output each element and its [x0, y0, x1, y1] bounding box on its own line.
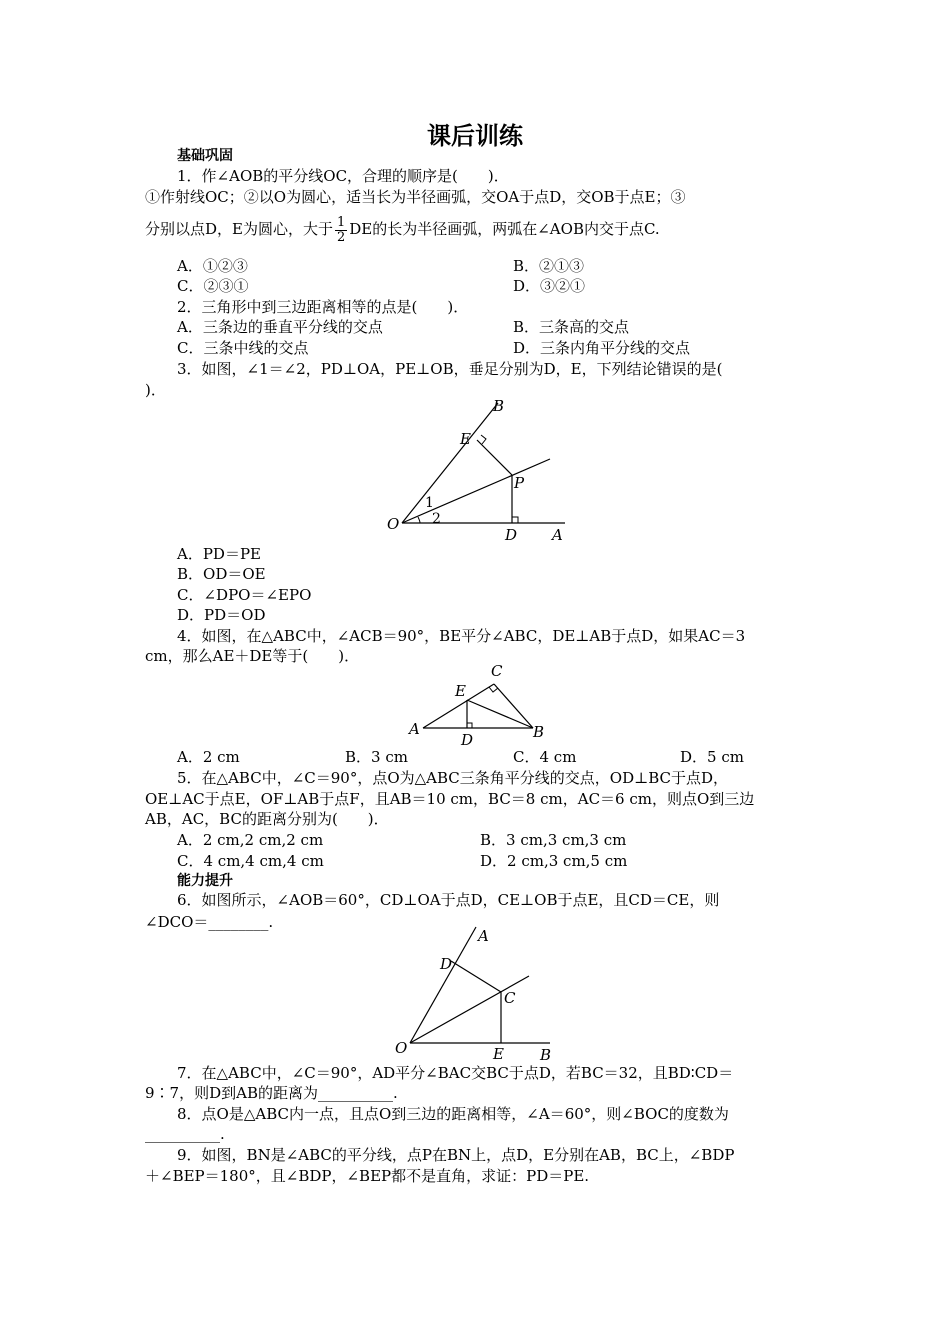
q3-label-angle1: 1: [425, 495, 434, 511]
q2-option-d: D．三条内角平分线的交点: [513, 339, 691, 357]
q7-stem2: 9∶7，则D到AB的距离为__________.: [145, 1084, 398, 1102]
q1-frac-num: 1: [336, 214, 346, 230]
q1-option-d: D．③②①: [513, 277, 586, 295]
q1-stem: 1．作∠AOB的平分线OC，合理的顺序是( )．: [177, 167, 509, 185]
q3-ray-ob: [402, 403, 498, 523]
q6-label-e: E: [493, 1045, 504, 1063]
q6-bisector: [410, 976, 529, 1043]
q3-label-angle2: 2: [432, 511, 441, 527]
q4-stem: 4．如图，在△ABC中，∠ACB＝90°，BE平分∠ABC，DE⊥AB于点D，如果AC＝3: [177, 627, 746, 645]
q1-option-b: B．②①③: [513, 257, 585, 275]
q6-label-a: A: [478, 927, 489, 945]
q1-frac-den: 2: [336, 229, 346, 245]
q3-stem: 3．如图，∠1＝∠2，PD⊥OA，PE⊥OB，垂足分别为D，E，下列结论错误的是(: [177, 360, 723, 378]
q6-stem2: ∠DCO＝________.: [145, 913, 274, 931]
q2-stem: 2．三角形中到三边距离相等的点是( )．: [177, 298, 469, 316]
q4-option-a: A．2 cm: [177, 748, 240, 766]
q3-label-a: A: [552, 526, 563, 544]
q9-stem: 9．如图，BN是∠ABC的平分线，点P在BN上，点D，E分别在AB，BC上，∠BDP: [177, 1146, 735, 1164]
q2-option-c: C．三条中线的交点: [177, 339, 309, 357]
q3-right-angle-d: [512, 517, 518, 523]
q5-option-b: B．3 cm,3 cm,3 cm: [480, 831, 627, 849]
q4-label-d: D: [461, 731, 474, 748]
q8-stem2: __________.: [145, 1125, 225, 1143]
q4-right-angle-d: [467, 723, 472, 728]
q5-stem: 5．在△ABC中，∠C＝90°，点O为△ABC三条角平分线的交点，OD⊥BC于点D，: [177, 769, 729, 787]
q1-option-c: C．②③①: [177, 277, 249, 295]
q4-option-b: B．3 cm: [345, 748, 408, 766]
q3-figure: [380, 393, 580, 545]
q3-label-o: O: [387, 515, 400, 533]
q5-stem2: OE⊥AC于点E，OF⊥AB于点F，且AB＝10 cm，BC＝8 cm，AC＝6 cm，则点O到三边: [145, 790, 755, 808]
q4-label-a: A: [409, 720, 420, 738]
q3-option-d: D．PD＝OD: [177, 606, 266, 624]
q6-ray-oa: [410, 927, 476, 1043]
q3-label-e: E: [460, 430, 471, 448]
q3-segment-pe: [477, 440, 512, 475]
q4-segment-be: [467, 700, 533, 728]
q1-line3: [145, 212, 805, 246]
q6-label-o: O: [395, 1039, 408, 1057]
q3-angle-arc: [418, 517, 420, 523]
q7-stem: 7．在△ABC中，∠C＝90°，AD平分∠BAC交BC于点D，若BC＝32，且BD∶CD＝: [177, 1064, 734, 1082]
q3-stem2: )．: [145, 381, 166, 399]
q4-side-cb: [494, 684, 533, 728]
q1-fraction: [335, 216, 347, 245]
q3-label-b: B: [493, 397, 505, 415]
q3-option-b: B．OD＝OE: [177, 565, 266, 583]
page-title: 课后训练: [427, 122, 523, 150]
q1-line3a: 分别以点D，E为圆心，大于: [145, 220, 333, 238]
q9-stem2: ＋∠BEP＝180°，且∠BDP，∠BEP都不是直角，求证：PD＝PE.: [145, 1167, 590, 1185]
q6-label-d: D: [440, 955, 453, 973]
q4-label-c: C: [491, 662, 503, 680]
section-advanced: 能力提升: [177, 873, 233, 889]
q6-stem: 6．如图所示，∠AOB＝60°，CD⊥OA于点D，CE⊥OB于点E，且CD＝CE，则: [177, 891, 720, 909]
q1-option-a: A．①②③: [177, 257, 248, 275]
q4-label-b: B: [533, 723, 545, 741]
q5-option-c: C．4 cm,4 cm,4 cm: [177, 852, 324, 870]
q3-label-p: P: [514, 474, 525, 492]
q3-right-angle-e: [481, 435, 486, 444]
q8-stem: 8．点O是△ABC内一点，且点O到三边的距离相等，∠A＝60°，则∠BOC的度数为: [177, 1105, 729, 1123]
q4-option-c: C．4 cm: [513, 748, 577, 766]
q4-figure: [405, 660, 555, 748]
q6-figure: [390, 925, 560, 1065]
q5-stem3: AB，AC，BC的距离分别为( )．: [145, 810, 389, 828]
q4-label-e: E: [455, 682, 466, 700]
section-basic: 基础巩固: [177, 148, 233, 164]
q2-option-b: B．三条高的交点: [513, 318, 630, 336]
q2-option-a: A．三条边的垂直平分线的交点: [177, 318, 383, 336]
q1-line2: ①作射线OC；②以O为圆心，适当长为半径画弧，交OA于点D，交OB于点E；③: [145, 188, 686, 206]
q6-segment-cd: [451, 961, 501, 992]
q3-option-c: C．∠DPO＝∠EPO: [177, 586, 312, 604]
q5-option-d: D．2 cm,3 cm,5 cm: [480, 852, 628, 870]
q1-line3b: DE的长为半径画弧，两弧在∠AOB内交于点C.: [349, 220, 660, 238]
q3-bisector: [402, 459, 550, 523]
q4-stem2: cm，那么AE＋DE等于( )．: [145, 647, 360, 665]
q5-option-a: A．2 cm,2 cm,2 cm: [177, 831, 324, 849]
q6-label-c: C: [504, 989, 516, 1007]
q3-option-a: A．PD＝PE: [177, 545, 261, 563]
q6-label-b: B: [540, 1046, 552, 1064]
q4-option-d: D．5 cm: [680, 748, 744, 766]
q3-label-d: D: [505, 526, 518, 544]
